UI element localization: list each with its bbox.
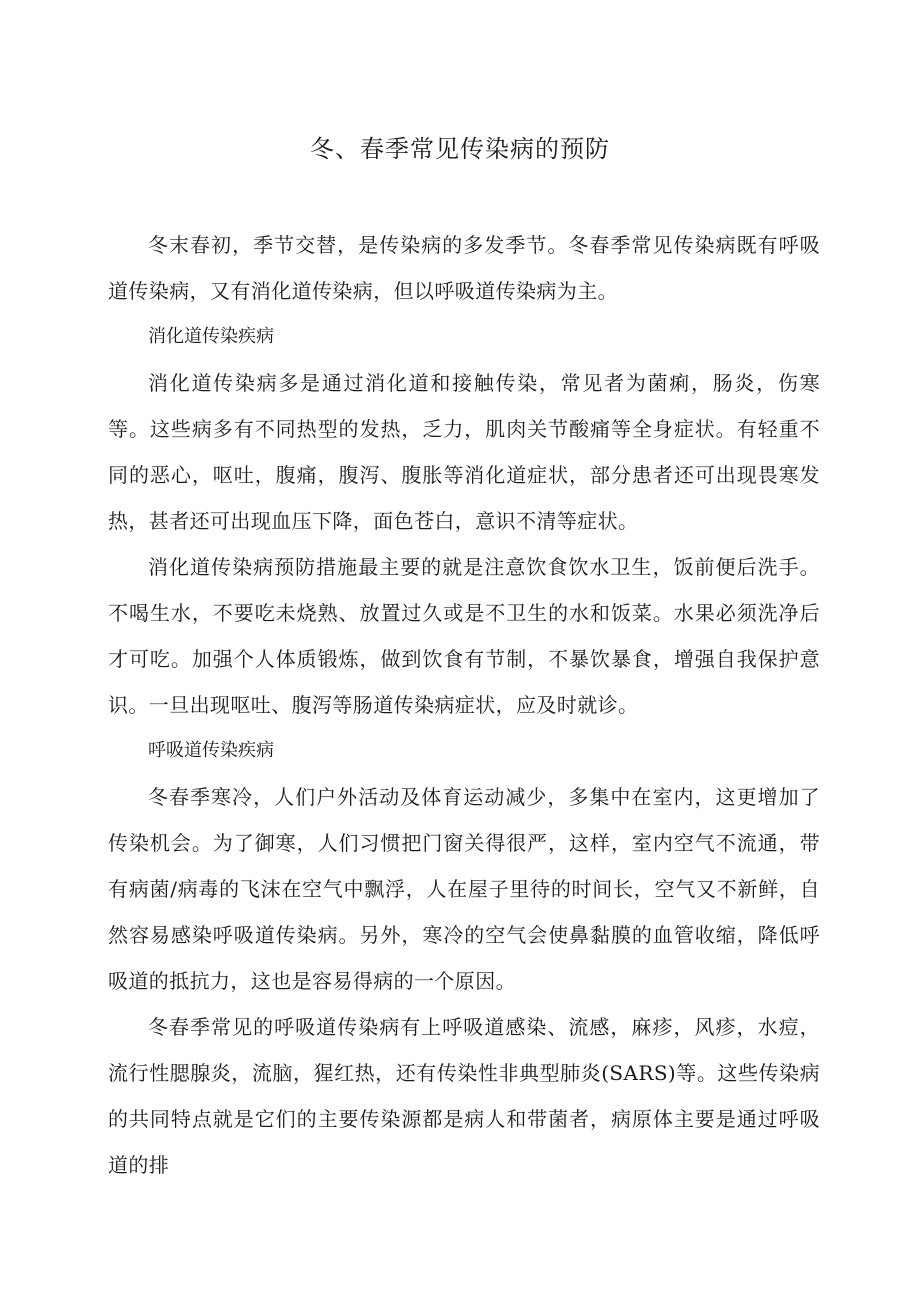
section-heading-respiratory: 呼吸道传染疾病	[148, 740, 274, 761]
intro-paragraph: 冬末春初，季节交替，是传染病的多发季节。冬春季常见传染病既有呼吸道传染病，又有消化道传染病，但以呼吸道传染病为主。	[108, 233, 820, 303]
respiratory-causes-paragraph: 冬春季寒冷，人们户外活动及体育运动减少，多集中在室内，这更增加了传染机会。为了御寒，人们习惯把门窗关得很严，这样，室内空气不流通，带有病菌/病毒的飞沫在空气中飘浮，人在屋子里待的时间长，空气又不新鲜，自然容易感染呼吸道传染病。另外，寒冷的空气会使鼻黏膜的血管收缩，降低呼吸道的抵抗力，这也是容易得病的一个原因。	[108, 785, 820, 993]
respiratory-diseases-paragraph: 冬春季常见的呼吸道传染病有上呼吸道感染、流感，麻疹，风疹，水痘，流行性腮腺炎，流脑，猩红热，还有传染性非典型肺炎(SARS)等。这些传染病的共同特点就是它们的主要传染源都是病人和带菌者，病原体主要是通过呼吸道的排	[108, 1015, 820, 1177]
page-title: 冬、春季常见传染病的预防	[310, 135, 610, 163]
digestive-prevention-paragraph: 消化道传染病预防措施最主要的就是注意饮食饮水卫生，饭前便后洗手。不喝生水，不要吃未烧熟、放置过久或是不卫生的水和饭菜。水果必须洗净后才可吃。加强个人体质锻炼，做到饮食有节制，不暴饮暴食，增强自我保护意识。一旦出现呕吐、腹泻等肠道传染病症状，应及时就诊。	[108, 555, 820, 717]
section-heading-digestive: 消化道传染疾病	[148, 326, 274, 347]
document-body	[108, 222, 820, 1188]
digestive-symptoms-paragraph: 消化道传染病多是通过消化道和接触传染，常见者为菌痢，肠炎，伤寒等。这些病多有不同热型的发热，乏力，肌肉关节酸痛等全身症状。有轻重不同的恶心，呕吐，腹痛，腹泻、腹胀等消化道症状，部分患者还可出现畏寒发热，甚者还可出现血压下降，面色苍白，意识不清等症状。	[108, 371, 820, 533]
